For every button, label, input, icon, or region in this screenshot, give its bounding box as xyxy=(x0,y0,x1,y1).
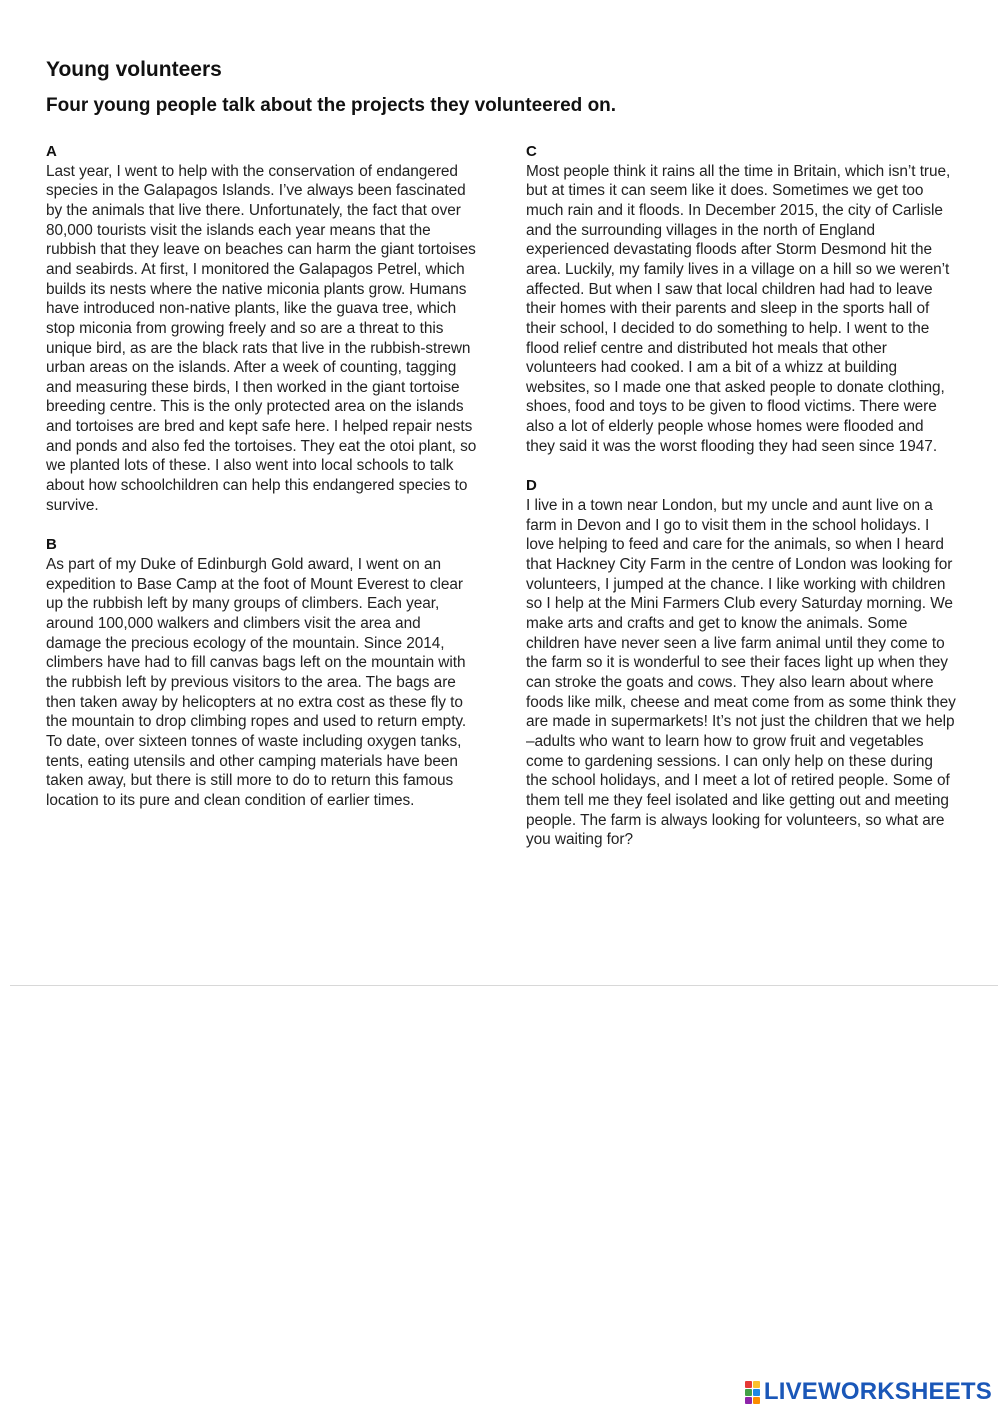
page-divider xyxy=(10,985,998,986)
footer-logo[interactable] xyxy=(745,1378,992,1406)
logo-square xyxy=(745,1389,752,1396)
right-column xyxy=(526,142,956,870)
section-letter: A xyxy=(46,143,57,160)
logo-square xyxy=(753,1389,760,1396)
logo-square xyxy=(745,1397,752,1404)
liveworksheets-logo-icon xyxy=(745,1381,760,1404)
section-d xyxy=(526,476,956,849)
section-letter: C xyxy=(526,143,537,160)
section-letter: B xyxy=(46,536,57,554)
section-text: As part of my Duke of Edinburgh Gold award, I went on an expedition to Base Camp at the foot of Mount Everest to clear up the rubbish left by many groups of climbers. Each year, around 100,000 walkers and climbers visit the area and damage the precious ecology of the mountain. Since 2014, climbers have had to fill canvas bags left on the mountain with the rubbish left by previous visitors to the area. The bags are then taken away by helicopters at no extra cost as these fly to the mountain to drop climbing ropes and used to return empty. To date, over sixteen tonnes of waste including oxygen tanks, tents, eating utensils and other camping materials have been taken away, but there is still more to do to return this famous location to its pure and clean condition of earlier times. xyxy=(46,556,467,809)
left-column xyxy=(46,142,478,831)
section-b xyxy=(46,535,478,810)
section-text: Last year, I went to help with the conservation of endangered species in the Galapagos Islands. I’ve always been fascinated by the animals that live there. Unfortunately, the fact that over 80,000 tourists visit the islands each year means that the rubbish that they leave on beaches can harm the giant tortoises and seabirds. At first, I monitored the Galapagos Petrel, which builds its nests where the native miconia plants grow. Humans have introduced non-native plants, like the guava tree, which stop miconia from growing freely and so are a threat to this unique bird, as are the black rats that live in the rubbish-strewn urban areas on the islands. After a week of counting, tagging and measuring these birds, I then worked in the giant tortoise breeding centre. This is the only protected area on the islands and tortoises are bred and kept safe here. I helped repair nests and ponds and also fed the tortoises. They eat the otoi plant, so we planted lots of these. I also went into local schools to talk about how schoolchildren can help this endangered species to survive. xyxy=(46,162,477,514)
section-text: Most people think it rains all the time in Britain, which isn’t true, but at times it can seem like it does. Sometimes we get too much rain and it floods. In December 2015, the city of Carlisle and the surrounding villages in the north of England experienced devastating floods after Storm Desmond hit the area. Luckily, my family lives in a village on a hill so we weren’t affected. But when I saw that local children had had to leave their homes with their parents and sleep in the sports hall of their school, I decided to do something to help. I went to the flood relief centre and distributed hot meals that other volunteers had cooked. I am a bit of a whizz at building websites, so I made one that asked people to donate clothing, shoes, food and toys to be given to flood victims. There were also a lot of elderly people whose homes were flooded and they said it was the worst flooding they had seen since 1947. xyxy=(526,162,951,455)
logo-square xyxy=(753,1381,760,1388)
section-a xyxy=(46,142,478,515)
brand-name: LIVEWORKSHEETS xyxy=(763,1378,992,1405)
section-c xyxy=(526,142,956,456)
page-subtitle: Four young people talk about the projects they volunteered on. xyxy=(46,95,617,116)
section-letter: D xyxy=(526,477,537,495)
logo-square xyxy=(753,1397,760,1404)
page-title: Young volunteers xyxy=(46,58,222,81)
logo-square xyxy=(745,1381,752,1388)
section-text: I live in a town near London, but my uncle and aunt live on a farm in Devon and I go to visit them in the school holidays. I love helping to feed and care for the animals, so when I heard that Hackney City Farm in the centre of London was looking for volunteers, I jumped at the chance. I like working with children so I help at the Mini Farmers Club every Saturday morning. We make arts and crafts and get to know the animals. Some children have never seen a live farm animal until they come to the farm so it is wonderful to see their faces light up when they can stroke the goats and cows. They also learn about where foods like milk, cheese and meat come from as some think they are made in supermarkets! It’s not just the children that we help –adults who want to learn how to grow fruit and vegetables come to gardening sessions. I can only help on these during the school holidays, and I meet a lot of retired people. Some of them tell me they feel isolated and like getting out and meeting people. The farm is always looking for volunteers, so what are you waiting for? xyxy=(526,497,956,849)
